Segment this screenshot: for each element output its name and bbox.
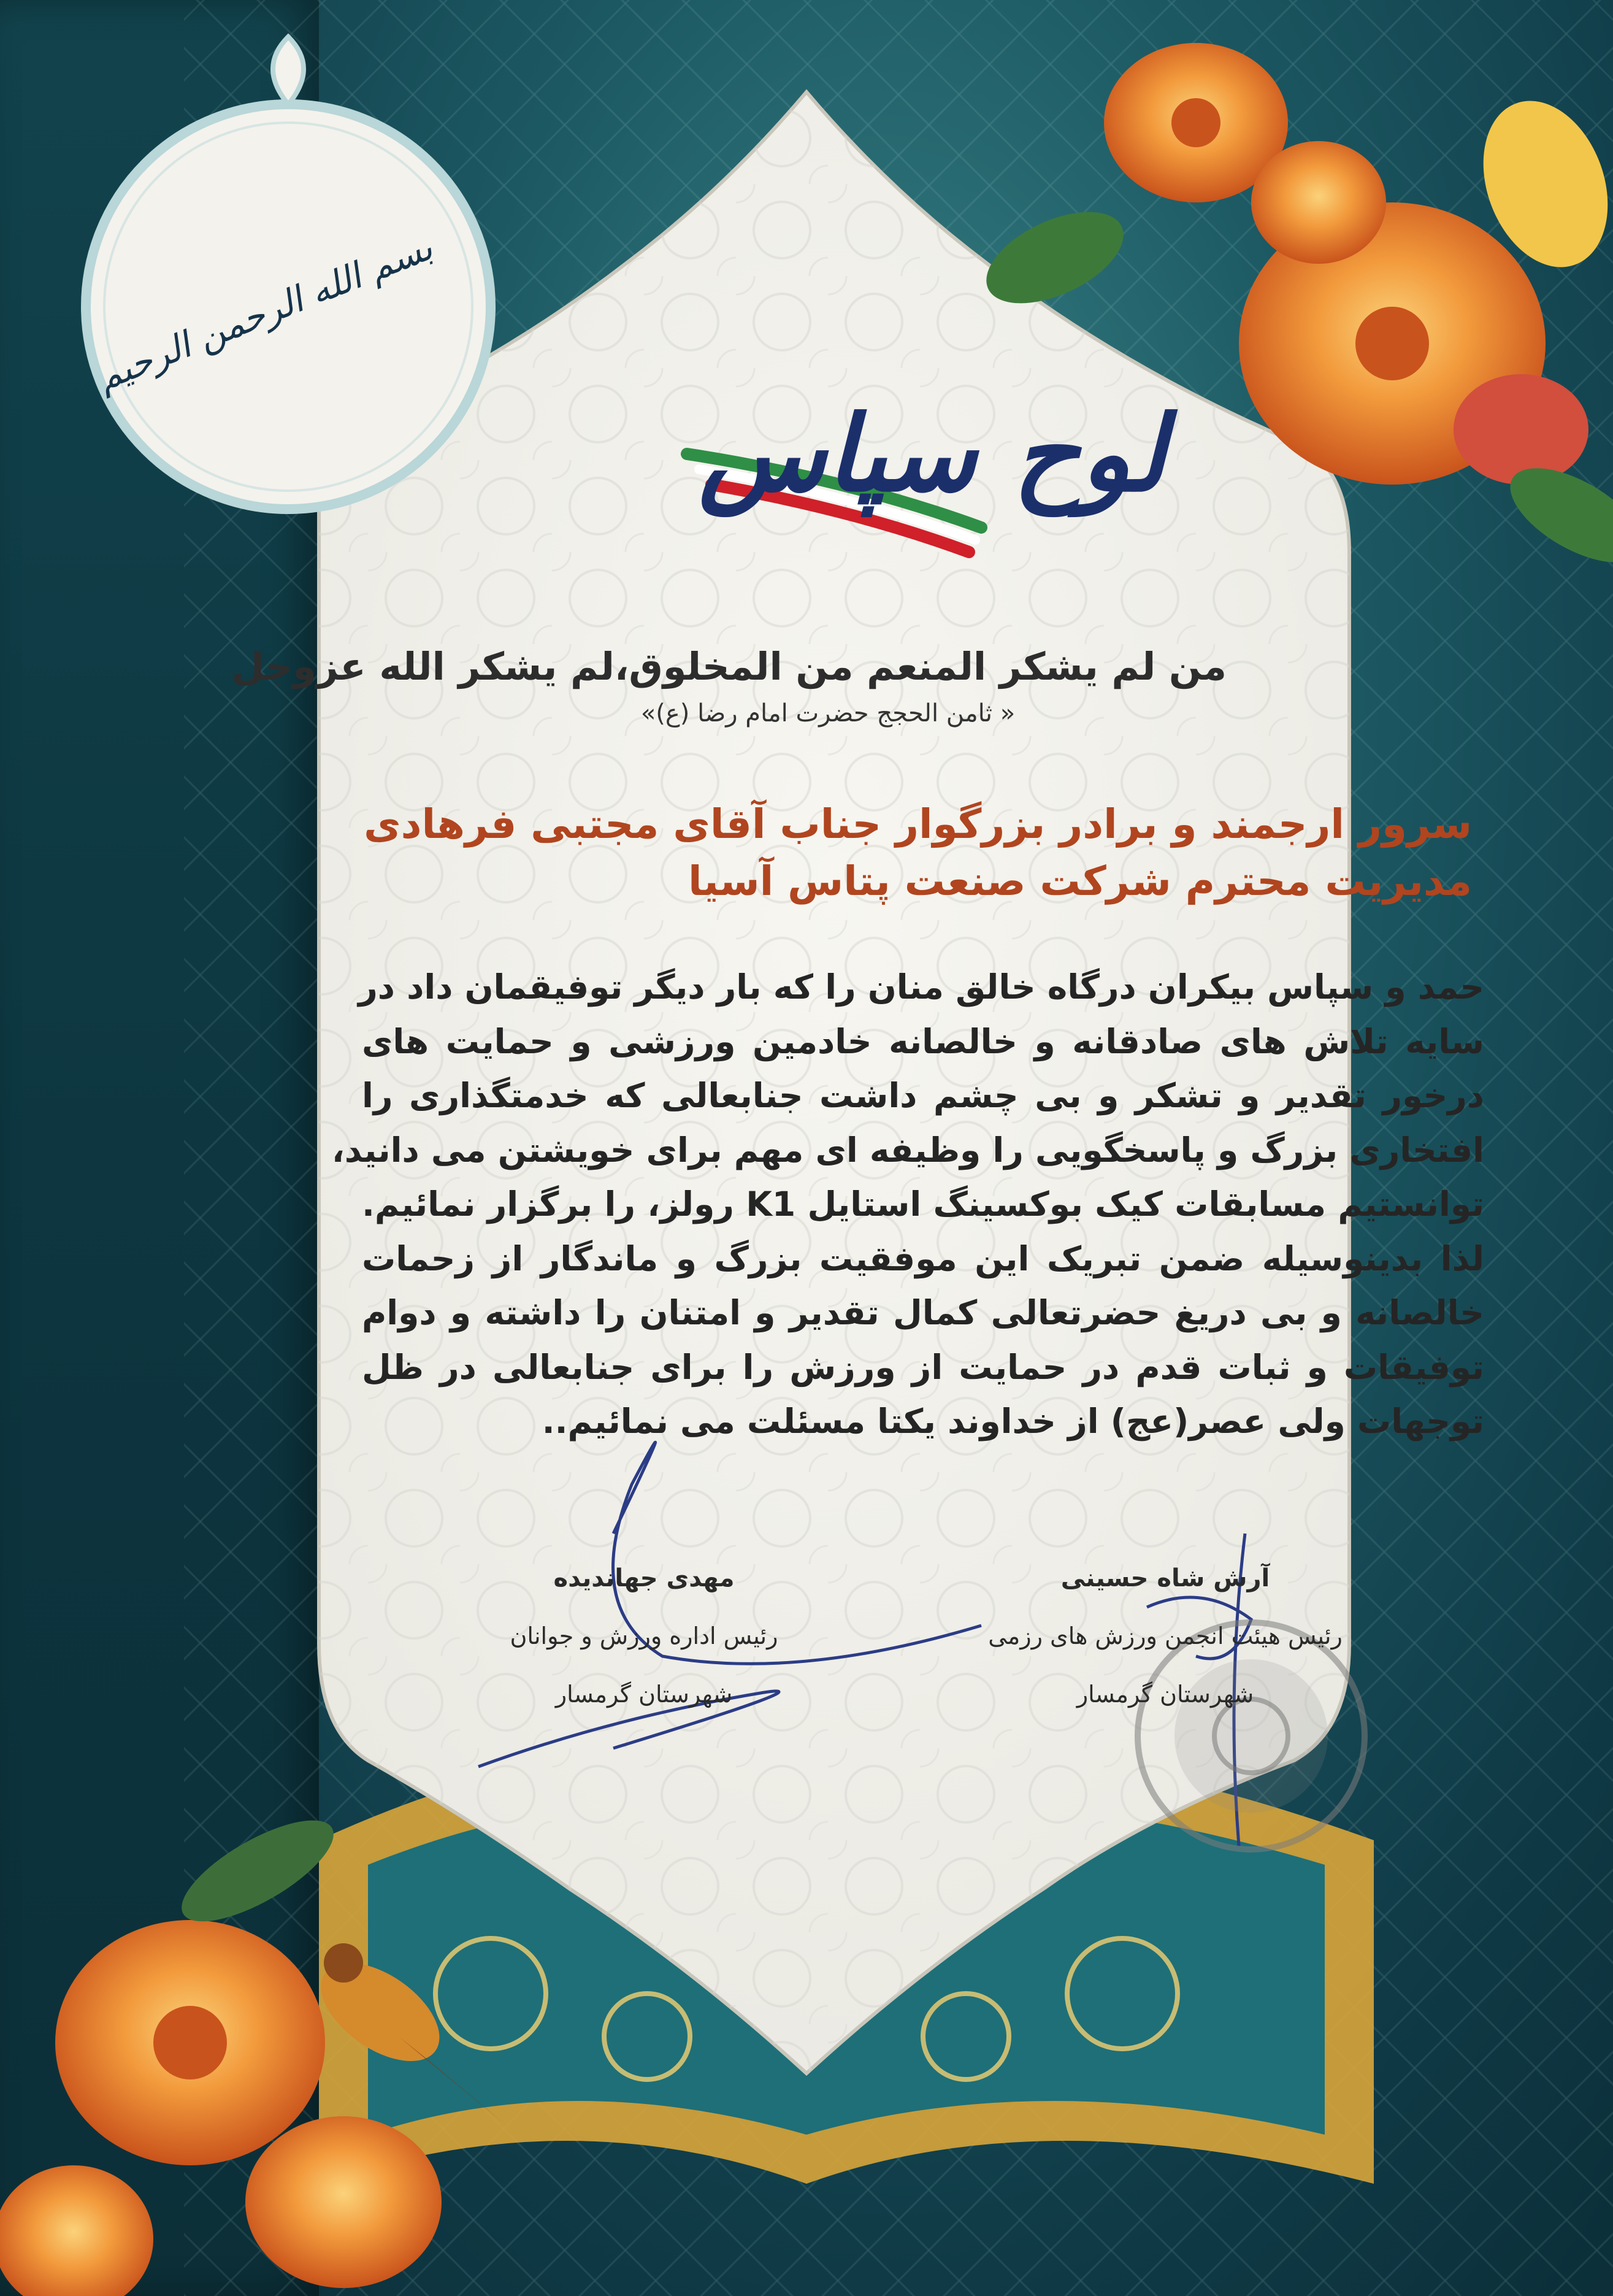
- body-line: لذا بدینوسیله ضمن تبریک این موفقیت بزرگ و ماندگار از زحمات: [362, 1238, 1484, 1278]
- signatory-right-name: آرش شاه حسینی: [1060, 1564, 1270, 1592]
- page-title: لوح سپاس: [699, 393, 1166, 515]
- body-line: حمد و سپاس بیکران درگاه خالق منان را که بار دیگر توفیقمان داد در: [358, 967, 1484, 1007]
- body-line: درخور تقدیر و تشکر و بی چشم داشت جنابعالی که خدمتگذاری را: [362, 1076, 1484, 1115]
- signatory-left-city: شهرستان گرمسار: [555, 1681, 733, 1708]
- signatory-right-title: رئیس هیئت انجمن ورزش های رزمی: [988, 1622, 1343, 1649]
- signatory-right-city: شهرستان گرمسار: [1076, 1681, 1254, 1708]
- body-line: توفیقات و ثبات قدم در حمایت از ورزش را برای جنابعالی در ظل: [362, 1347, 1484, 1387]
- signatory-left-title: رئیس اداره ورزش و جوانان: [510, 1622, 778, 1649]
- basmala-text: بسم الله الرحمن الرحیم: [91, 226, 439, 399]
- body-text: [331, 960, 1484, 1449]
- body-line: افتخاری بزرگ و پاسخگویی را وظیفه ای مهم برای خویشتن می دانید،: [331, 1130, 1484, 1170]
- body-line: خالصانه و بی دریغ حضرتعالی کمال تقدیر و امتنان را داشته و دوام: [362, 1293, 1484, 1332]
- signatory-left-name: مهدی جهاندیده: [553, 1564, 735, 1592]
- body-line: توانستیم مسابقات کیک بوکسینگ استایل K1 رولز، را برگزار نمائیم.: [362, 1184, 1484, 1224]
- body-line: سایه تلاش های صادقانه و خالصانه خادمین ورزشی و حمایت های: [362, 1021, 1484, 1061]
- hadith-source: « ثامن الحجج حضرت امام رضا (ع)»: [640, 699, 1016, 728]
- recipient-line-1: سرور ارجمند و برادر بزرگوار جناب آقای مجتبی فرهادی: [364, 801, 1472, 848]
- recipient-line-2: مدیریت محترم شرکت صنعت پتاس آسیا: [688, 858, 1472, 905]
- body-line: توجهات ولی عصر(عج) از خداوند یکتا مسئلت می نمائیم..: [542, 1402, 1484, 1441]
- hadith-quote: من لم یشکر المنعم من المخلوق،لم یشکر الله عزوجل: [231, 644, 1227, 689]
